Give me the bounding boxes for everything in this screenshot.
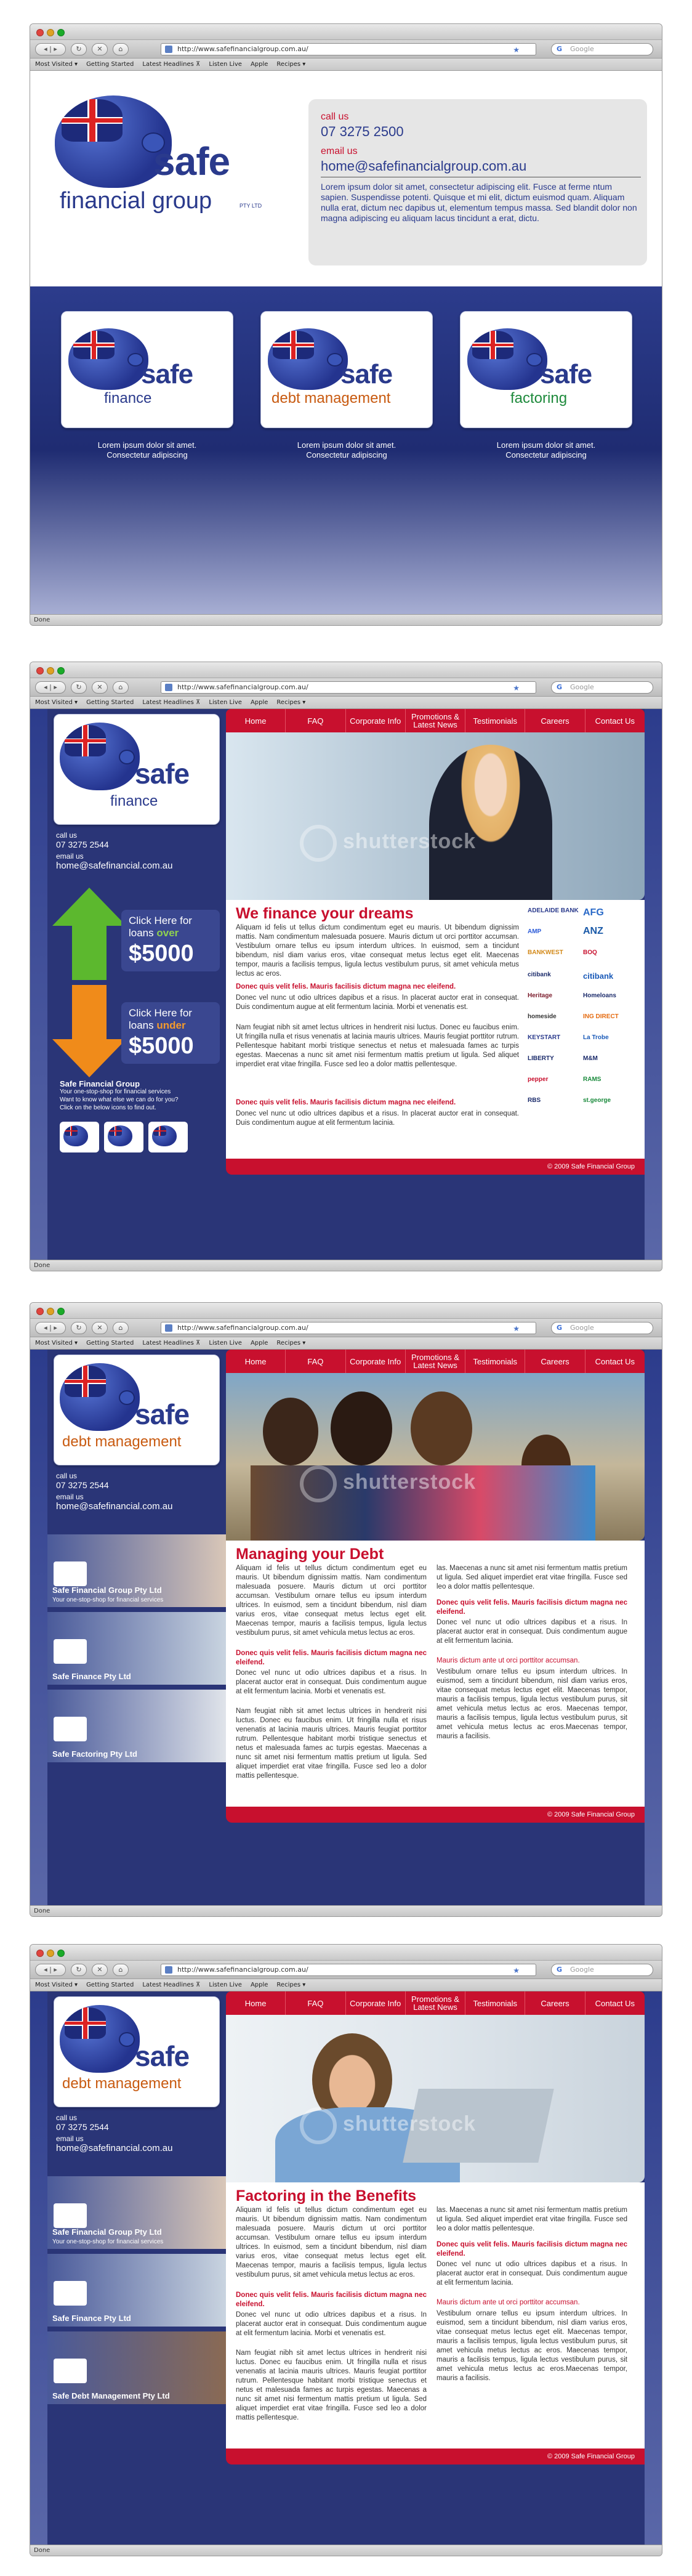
reload-button[interactable]: ↻ [71, 1964, 87, 1976]
thumb-safe-financial-group[interactable] [47, 2176, 226, 2249]
card-safe-text: safe [540, 359, 592, 389]
highlight-text: Donec quis velit felis. Mauris facilisis dictum magna nec eleifend. [437, 1599, 627, 1616]
email-label: email us [56, 1493, 84, 1501]
toolbar [30, 1961, 662, 1979]
close-button[interactable] [36, 1308, 44, 1315]
thumb-label: Safe Finance Pty Ltd [52, 1672, 131, 1681]
back-icon[interactable]: ◂ [44, 683, 47, 691]
page-title: Managing your Debt [236, 1545, 384, 1563]
status-bar: Done [30, 2545, 662, 2556]
home-icon: ⌂ [118, 1966, 123, 1974]
paragraph: Aliquam id felis ut tellus dictum condimentum eget eu mauris. Ut bibendum dignissim mattis. Nam condimentum malesuada posuere. Mauris dictum ut orci porttitor accumsan. Vestibulum ornare tellus eu ipsum interdum ultrices. In euismod, sem a tincidunt bibendum, nisl diam varius eros, vitae consequat metus lectus eget elit. Maecenas tempor, mauris a facilisis tempus, ligula lectus vestibulum purus, sit amet vehicula metus lectus ac eros. [236, 1565, 427, 1637]
phone-number: 07 3275 2544 [56, 1480, 109, 1490]
stop-button[interactable]: ✕ [92, 1964, 108, 1976]
loans-under-label [129, 1019, 186, 1032]
thumb-safe-debt-management[interactable] [47, 2331, 226, 2404]
bookmark-item[interactable]: Recipes ▾ [276, 1340, 306, 1347]
search-input[interactable] [551, 1322, 653, 1334]
page-content [30, 709, 662, 1260]
logo-debt-management-text: debt management [62, 1433, 182, 1450]
highlight-text: Mauris dictum ante ut orci porttitor accumsan. [437, 1657, 580, 1664]
bookmarks-bar [30, 1337, 662, 1350]
page-title: We finance your dreams [236, 905, 414, 922]
forward-icon[interactable]: ▸ [54, 45, 57, 53]
highlight-text: Mauris dictum ante ut orci porttitor accumsan. [437, 2299, 580, 2306]
card-safe-text: safe [141, 359, 193, 389]
stop-button[interactable]: ✕ [92, 43, 108, 55]
nav-careers[interactable]: Careers [525, 1991, 585, 2015]
minimize-button[interactable] [47, 1308, 54, 1315]
thumb-safe-finance[interactable] [47, 1612, 226, 1685]
paragraph: Aliquam id felis ut tellus dictum condimentum eget eu mauris. Ut bibendum dignissim mattis. Nam condimentum malesuada posuere. Mauris dictum ut orci porttitor accumsan. Vestibulum ornare tellus eu ipsum interdum ultrices. In euismod, sem a tincidunt bibendum, nisl diam varius eros, vitae consequat metus lectus eget elit. Maecenas tempor, mauris a facilisis tempus, ligula lectus vestibulum purus, sit amet vehicula metus lectus ac eros. [236, 2206, 427, 2278]
bookmark-item[interactable]: Listen Live [209, 1340, 242, 1347]
nav-careers[interactable]: Careers [525, 1350, 585, 1373]
loans-word: loans [129, 1019, 154, 1031]
reload-button[interactable]: ↻ [71, 43, 87, 55]
partner-logo[interactable]: AFG [583, 907, 604, 918]
highlight-text: Donec quis velit felis. Mauris facilisis dictum magna nec eleifend. [437, 2241, 627, 2258]
nav-promotions[interactable]: Promotions & Latest News [406, 709, 465, 732]
nav-faq[interactable]: FAQ [286, 1350, 345, 1373]
partner-logos [528, 907, 632, 1154]
brand-icon-group[interactable] [60, 1122, 99, 1152]
amount-under: $5000 [129, 1033, 194, 1059]
page-content [30, 1350, 662, 1905]
title-bar [30, 662, 662, 678]
address-bar[interactable] [161, 681, 536, 694]
partner-logo[interactable]: ANZ [583, 926, 603, 936]
back-icon[interactable]: ◂ [44, 45, 47, 53]
reload-button[interactable]: ↻ [71, 1322, 87, 1334]
logo-pty-text: PTY LTD [239, 203, 262, 209]
toolbar [30, 40, 662, 59]
partner-logo[interactable]: citibank [583, 971, 614, 981]
caption-line: Consectetur adipiscing [306, 450, 387, 460]
google-icon: G [557, 1324, 563, 1332]
hero-image [226, 1373, 645, 1541]
bookmark-item[interactable]: Listen Live [209, 699, 242, 706]
intro-text: Lorem ipsum dolor sit amet, consectetur adipiscing elit. Fusce at ferme ntum sapien. Suspendisse potenti. Quisque et mi elit, dictum euismod quam. Aliquam nulla erat, dictum nec dapibus ut, elementum tempus massa. Sed blandit dolor non magna adipiscing eu aliquam lacus tincidunt a erat, dictu. [321, 182, 637, 223]
main-nav [226, 709, 645, 732]
email-label: email us [56, 852, 84, 861]
reload-button[interactable]: ↻ [71, 681, 87, 694]
green-up-arrow-icon[interactable] [52, 888, 126, 980]
piggy-bank-logo-icon [60, 2005, 140, 2073]
close-button[interactable] [36, 667, 44, 674]
side-contact [47, 2113, 226, 2153]
browser-window-1 [30, 23, 662, 626]
minimize-button[interactable] [47, 1950, 54, 1957]
title-bar [30, 1303, 662, 1319]
forward-icon[interactable]: ▸ [54, 1324, 57, 1332]
caption-line: Consectetur adipiscing [505, 450, 587, 460]
email-link[interactable]: home@safefinancial.com.au [56, 2143, 173, 2153]
favicon-icon [165, 1324, 172, 1332]
forward-icon[interactable]: ▸ [54, 683, 57, 691]
brand-icon-finance[interactable] [104, 1122, 143, 1152]
phone-number: 07 3275 2544 [56, 840, 109, 849]
piggy-bank-logo-icon [60, 1363, 140, 1431]
thumb-sub: Your one-stop-shop for financial services [52, 2238, 164, 2245]
bookmark-item[interactable]: Most Visited ▾ [35, 1982, 78, 1988]
watermark: shutterstock [343, 1470, 477, 1494]
url-text: http://www.safefinancialgroup.com.au/ [177, 683, 308, 691]
address-bar[interactable] [161, 1964, 536, 1976]
brand-icon-debt[interactable] [148, 1122, 188, 1152]
safe-logo-icon [54, 1717, 87, 1741]
favicon-icon [165, 684, 172, 691]
search-placeholder: Google [570, 683, 594, 691]
search-placeholder: Google [570, 1966, 594, 1974]
thumb-label: Safe Factoring Pty Ltd [52, 1749, 137, 1759]
bookmark-item[interactable]: Apple [250, 699, 268, 706]
phone-number: 07 3275 2500 [321, 124, 404, 139]
bookmark-star-icon[interactable]: ★ [513, 46, 520, 54]
card-factoring-text: factoring [510, 390, 568, 407]
nav-home[interactable]: Home [226, 709, 286, 732]
url-text: http://www.safefinancialgroup.com.au/ [177, 1324, 308, 1332]
home-button[interactable] [113, 681, 129, 694]
nav-faq[interactable]: FAQ [286, 1991, 345, 2015]
thumb-label: Safe Debt Management Pty Ltd [52, 2391, 170, 2400]
partner-logo[interactable]: RBS [528, 1097, 541, 1104]
partner-logo[interactable]: homeside [528, 1013, 557, 1020]
paragraph: Donec vel nunc ut odio ultrices dapibus et a risus. In placerat auctor erat in consequat. Duis condimentum augue at elit fermentum lacinia. [437, 2261, 627, 2286]
paragraph: Donec vel nunc ut odio ultrices dapibus et a risus. In placerat auctor erat in consequat. Duis condimentum augue at elit fermentum lacinia. Morbi et venenatis est. [236, 994, 519, 1011]
bookmark-item[interactable]: Listen Live [209, 1982, 242, 1988]
nav-contact[interactable]: Contact Us [595, 1998, 635, 2008]
partner-logo[interactable]: ADELAIDE BANK [528, 907, 579, 914]
caption-line: Lorem ipsum dolor sit amet. [97, 440, 197, 450]
paragraph: Vestibulum ornare tellus eu ipsum interdum ultrices. In euismod, sem a tincidunt bibendum, nisl diam varius eros, vitae consequat metus lectus eget elit. Maecenas tempor, mauris a facilisis tempus, ligula lectus vestibulum purus, sit amet vehicula metus lectus ac eros. Maecenas tempor, mauris a facilisis tempus, ligula lectus vestibulum purus, sit amet vehicula metus lectus ac eros.Maecenas tempor, mauris a facilisis. [437, 1668, 627, 1740]
logo-safe-text: safe [153, 139, 230, 184]
status-bar: Done [30, 614, 662, 625]
over-word: over [156, 927, 179, 939]
logo-finance-text: finance [110, 793, 158, 809]
email-label: email us [56, 2134, 84, 2143]
favicon-icon [165, 1966, 172, 1974]
title-bar [30, 1945, 662, 1961]
paragraph: Vestibulum ornare tellus eu ipsum interdum ultrices. In euismod, sem a tincidunt bibendum, nisl diam varius eros, vitae consequat metus lectus eget elit. Maecenas tempor, mauris a facilisis tempus, ligula lectus vestibulum purus, sit amet vehicula metus lectus ac eros. Maecenas tempor, mauris a facilisis tempus, ligula lectus vestibulum purus, sit amet vehicula metus lectus ac eros.Maecenas tempor, mauris a facilisis. [437, 2310, 627, 2382]
minimize-button[interactable] [47, 667, 54, 674]
back-forward-buttons[interactable]: ◂ | ▸ [35, 43, 66, 55]
bookmark-item[interactable]: Recipes ▾ [276, 699, 306, 706]
nav-testimonials[interactable]: Testimonials [465, 709, 525, 732]
partner-logo[interactable]: BOQ [583, 949, 597, 956]
thumb-label: Safe Financial Group Pty Ltd [52, 1586, 162, 1595]
back-forward-buttons[interactable]: ◂ | ▸ [35, 1964, 66, 1976]
orange-down-arrow-icon[interactable] [52, 985, 126, 1077]
browser-window-4 [30, 1944, 662, 2556]
highlight-text: Donec quis velit felis. Mauris facilisis dictum magna nec eleifend. [236, 983, 456, 990]
group-info [47, 1080, 226, 1112]
search-input[interactable] [551, 681, 653, 694]
group-name: Safe Financial Group [60, 1079, 140, 1088]
nav-testimonials[interactable]: Testimonials [465, 1991, 525, 2015]
piggy-bank-logo-icon [60, 723, 140, 790]
email-link[interactable]: home@safefinancialgroup.com.au [321, 158, 527, 174]
partner-logo[interactable]: Homeloans [583, 992, 616, 999]
bookmark-item[interactable]: Apple [250, 61, 268, 68]
safe-logo-icon [54, 1639, 87, 1664]
bookmark-star-icon[interactable]: ★ [513, 1966, 520, 1975]
back-icon[interactable]: ◂ [44, 1966, 47, 1974]
nav-promotions[interactable]: Promotions & Latest News [406, 1991, 465, 2015]
status-bar: Done [30, 1905, 662, 1916]
zoom-button[interactable] [57, 667, 65, 674]
bookmark-star-icon[interactable]: ★ [513, 1324, 520, 1333]
hero-image [226, 732, 645, 900]
logo-safe-text: safe [135, 1398, 190, 1430]
partner-logo[interactable]: La Trobe [583, 1034, 609, 1041]
url-text: http://www.safefinancialgroup.com.au/ [177, 45, 308, 53]
footer: © 2009 Safe Financial Group [226, 1807, 645, 1823]
piggy-bank-icon [268, 328, 348, 390]
bookmark-item[interactable]: Most Visited ▾ [35, 61, 78, 68]
forward-icon[interactable]: ▸ [54, 1966, 57, 1974]
bookmark-item[interactable]: Recipes ▾ [276, 61, 306, 68]
logo-safe-text: safe [135, 758, 190, 790]
page-content [30, 1991, 662, 2545]
browser-window-3 [30, 1302, 662, 1917]
highlight-text: Donec quis velit felis. Mauris facilisis dictum magna nec eleifend. [236, 1099, 456, 1106]
click-here-label: Click Here for [129, 915, 192, 926]
logo-safe-text: safe [135, 2040, 190, 2072]
card-finance-text: finance [104, 390, 152, 407]
safe-logo-icon [54, 1561, 87, 1586]
group-desc: Want to know what else we can do for you? [60, 1096, 179, 1103]
under-word: under [156, 1019, 186, 1031]
safe-logo-icon [54, 2281, 87, 2306]
bookmarks-bar [30, 59, 662, 71]
email-link[interactable]: home@safefinancial.com.au [56, 861, 173, 871]
bookmarks-bar [30, 1979, 662, 1991]
partner-logo[interactable]: M&M [583, 1055, 598, 1062]
bookmark-item[interactable]: Getting Started [86, 61, 134, 68]
partner-logo[interactable]: ING DIRECT [583, 1013, 619, 1020]
paragraph: Nam feugiat nibh sit amet lectus ultrices in hendrerit nisi luctus. Donec eu faucibus enim. Ut fringilla nulla et risus venenatis at lacinia mauris ultrices. Mauris feugiat porttitor rutrum. Pellentesque habitant morbi tristique senectus et netus et malesuada fames ac turpis egestas. Maecenas a nunc sit amet nisi fermentum mattis pretium ut ligula. Sed aliquet imperdiet erat vitae fringilla. Fusce sed leo a dolor mattis pellentesque. [236, 2349, 427, 2421]
paragraph: Donec vel nunc ut odio ultrices dapibus et a risus. In placerat auctor erat in consequat. Duis condimentum augue at elit fermentum lacinia. [437, 1619, 627, 1645]
side-contact [47, 1472, 226, 1511]
search-input[interactable] [551, 1964, 653, 1976]
url-text: http://www.safefinancialgroup.com.au/ [177, 1966, 308, 1974]
nav-contact[interactable]: Contact Us [595, 716, 635, 726]
bookmark-item[interactable]: Latest Headlines ⊼ [142, 1340, 201, 1347]
google-icon: G [557, 1966, 563, 1974]
paragraph: Nam feugiat nibh sit amet lectus ultrices in hendrerit nisi luctus. Donec eu faucibus enim. Ut fringilla nulla et risus venenatis at lacinia mauris ultrices. Mauris feugiat porttitor rutrum. Pellentesque habitant morbi tristique senectus et netus et malesuada fames ac turpis egestas. Maecenas a nunc sit amet nisi fermentum mattis pretium ut ligula. Sed aliquet imperdiet erat vitae fringilla. Fusce sed leo a dolor mattis pellentesque. [236, 1707, 427, 1780]
side-contact [47, 831, 226, 870]
card-caption [460, 440, 632, 460]
loans-word: loans [129, 927, 154, 939]
caption-line: Lorem ipsum dolor sit amet. [297, 440, 396, 450]
card-caption [61, 440, 233, 460]
partner-logo[interactable]: LIBERTY [528, 1055, 554, 1062]
card-caption [260, 440, 433, 460]
paragraph: Aliquam id felis ut tellus dictum condimentum eget eu mauris. Ut bibendum dignissim mattis. Nam condimentum malesuada posuere. Mauris dictum ut orci porttitor accumsan. Vestibulum ornare tellus eu ipsum interdum ultrices. In euismod, sem a tincidunt bibendum, nisl diam varius eros, vitae consequat metus lectus eget elit. Maecenas tempor, mauris a facilisis tempus, ligula lectus vestibulum purus, sit amet vehicula metus lectus ac eros. [236, 924, 519, 978]
bookmark-item[interactable]: Getting Started [86, 699, 134, 706]
back-forward-buttons[interactable]: ◂ | ▸ [35, 1322, 66, 1334]
bookmark-item[interactable]: Getting Started [86, 1982, 134, 1988]
group-desc: Your one-stop-shop for financial services [60, 1088, 171, 1095]
call-label: call us [56, 2113, 78, 2122]
nav-promotions[interactable]: Promotions & Latest News [406, 1350, 465, 1373]
page-title: Factoring in the Benefits [236, 2187, 417, 2205]
logo-debt-management-text: debt management [62, 2075, 182, 2092]
home-button[interactable] [113, 1964, 129, 1976]
title-bar [30, 24, 662, 40]
thumb-sub: Your one-stop-shop for financial services [52, 1597, 164, 1603]
caption-line: Consectetur adipiscing [107, 450, 188, 460]
status-bar: Done [30, 1260, 662, 1271]
loans-over-label [129, 927, 179, 939]
bookmark-item[interactable]: Listen Live [209, 61, 242, 68]
search-placeholder: Google [570, 45, 594, 53]
amount-over: $5000 [129, 941, 194, 966]
bookmark-item[interactable]: Latest Headlines ⊼ [142, 61, 201, 68]
paragraph: las. Maecenas a nunc sit amet nisi fermentum mattis pretium ut ligula. Sed aliquet imperdiet erat vitae fringilla. Fusce sed leo a dolor mattis pellentesque. [437, 2206, 627, 2232]
stop-button[interactable]: ✕ [92, 681, 108, 694]
piggy-icon [108, 1125, 132, 1146]
watermark: shutterstock [343, 2112, 477, 2136]
google-icon: G [557, 683, 563, 691]
phone-number: 07 3275 2544 [56, 2122, 109, 2132]
back-icon[interactable]: ◂ [44, 1324, 47, 1332]
nav-faq[interactable]: FAQ [286, 709, 345, 732]
piggy-bank-icon [68, 328, 148, 390]
partner-logo[interactable]: AMP [528, 928, 542, 935]
page-content [30, 71, 662, 614]
toolbar [30, 1319, 662, 1337]
partner-logo[interactable]: RAMS [583, 1076, 601, 1083]
paragraph: las. Maecenas a nunc sit amet nisi fermentum mattis pretium ut ligula. Sed aliquet imperdiet erat vitae fringilla. Fusce sed leo a dolor mattis pellentesque. [437, 1565, 627, 1590]
footer: © 2009 Safe Financial Group [226, 2448, 645, 2465]
card-safe-text: safe [340, 359, 393, 389]
footer: © 2009 Safe Financial Group [226, 1159, 645, 1175]
bookmark-item[interactable]: Getting Started [86, 1340, 134, 1347]
email-link[interactable]: home@safefinancial.com.au [56, 1501, 173, 1512]
close-button[interactable] [36, 1950, 44, 1957]
address-bar[interactable] [161, 1322, 536, 1334]
partner-logo[interactable]: citibank [528, 971, 551, 978]
address-bar[interactable] [161, 43, 536, 55]
piggy-bank-icon [467, 328, 547, 390]
paragraph: Donec vel nunc ut odio ultrices dapibus et a risus. In placerat auctor erat in consequat. Duis condimentum augue at elit fermentum lacinia. Morbi et venenatis est. [236, 2311, 427, 2337]
search-placeholder: Google [570, 1324, 594, 1332]
safe-logo-icon [54, 2203, 87, 2228]
safe-logo-icon [54, 2359, 87, 2383]
home-icon: ⌂ [118, 1324, 123, 1332]
back-forward-buttons[interactable]: ◂ | ▸ [35, 681, 66, 694]
paragraph: Donec vel nunc ut odio ultrices dapibus et a risus. In placerat auctor erat in consequat. Duis condimentum augue at elit fermentum lacinia. [236, 1110, 519, 1127]
home-icon: ⌂ [118, 45, 123, 53]
thumb-safe-factoring[interactable] [47, 1690, 226, 1762]
toolbar [30, 678, 662, 697]
thumb-label: Safe Financial Group Pty Ltd [52, 2227, 162, 2237]
bookmark-item[interactable]: Most Visited ▾ [35, 699, 78, 706]
partner-logo[interactable]: pepper [528, 1076, 549, 1083]
bookmarks-bar [30, 697, 662, 709]
email-label: email us [321, 146, 358, 156]
minimize-button[interactable] [47, 29, 54, 36]
hero-image [226, 2015, 645, 2182]
highlight-text: Donec quis velit felis. Mauris facilisis dictum magna nec eleifend. [236, 2291, 427, 2308]
nav-home[interactable]: Home [226, 1991, 286, 2015]
home-button[interactable] [113, 1322, 129, 1334]
nav-careers[interactable]: Careers [525, 709, 585, 732]
stop-button[interactable]: ✕ [92, 1322, 108, 1334]
group-desc: Click on the below icons to find out. [60, 1104, 156, 1111]
zoom-button[interactable] [57, 1950, 65, 1957]
close-button[interactable] [36, 29, 44, 36]
caption-line: Lorem ipsum dolor sit amet. [496, 440, 596, 450]
partner-logo[interactable]: KEYSTART [528, 1034, 561, 1041]
home-icon: ⌂ [118, 683, 123, 691]
highlight-text: Donec quis velit felis. Mauris facilisis dictum magna nec eleifend. [236, 1650, 427, 1666]
partner-logo[interactable]: Heritage [528, 992, 553, 999]
logo-financial-group-text: financial group [60, 188, 212, 214]
thumb-safe-finance[interactable] [47, 2254, 226, 2327]
card-debt-management-text: debt management [272, 390, 391, 407]
thumb-label: Safe Finance Pty Ltd [52, 2314, 131, 2323]
piggy-icon [63, 1125, 88, 1146]
bookmark-item[interactable]: Most Visited ▾ [35, 1340, 78, 1347]
browser-window-2 [30, 662, 662, 1271]
nav-corporate-info[interactable]: Corporate Info [346, 1350, 406, 1373]
thumb-safe-financial-group[interactable] [47, 1534, 226, 1607]
piggy-icon [152, 1125, 177, 1146]
call-label: call us [321, 111, 349, 122]
home-button[interactable] [113, 43, 129, 55]
watermark: shutterstock [343, 830, 477, 853]
paragraph: Nam feugiat nibh sit amet lectus ultrices in hendrerit nisi luctus. Donec eu faucibus enim. Ut fringilla nulla et risus venenatis at lacinia mauris ultrices. Mauris feugiat porttitor rutrum. Pellentesque habitant morbi tristique senectus et netus et malesuada fames ac turpis egestas. Maecenas a nunc sit amet nisi fermentum mattis pretium ut ligula. Sed aliquet imperdiet erat vitae fringilla. Fusce sed leo a dolor mattis pellentesque. [236, 1024, 519, 1068]
zoom-button[interactable] [57, 1308, 65, 1315]
partner-logo[interactable]: BANKWEST [528, 949, 563, 956]
bookmark-item[interactable]: Apple [250, 1982, 268, 1988]
search-input[interactable] [551, 43, 653, 55]
bookmark-star-icon[interactable]: ★ [513, 684, 520, 692]
zoom-button[interactable] [57, 29, 65, 36]
nav-testimonials[interactable]: Testimonials [465, 1350, 525, 1373]
main-nav [226, 1350, 645, 1373]
nav-corporate-info[interactable]: Corporate Info [346, 709, 406, 732]
bookmark-item[interactable]: Latest Headlines ⊼ [142, 1982, 201, 1988]
bookmark-item[interactable]: Recipes ▾ [276, 1982, 306, 1988]
google-icon: G [557, 45, 563, 53]
nav-corporate-info[interactable]: Corporate Info [346, 1991, 406, 2015]
call-label: call us [56, 831, 78, 840]
paragraph: Donec vel nunc ut odio ultrices dapibus et a risus. In placerat auctor erat in consequat. Duis condimentum augue at elit fermentum lacinia. Morbi et venenatis est. [236, 1669, 427, 1695]
favicon-icon [165, 46, 172, 53]
nav-home[interactable]: Home [226, 1350, 286, 1373]
nav-contact[interactable]: Contact Us [595, 1356, 635, 1366]
bookmark-item[interactable]: Apple [250, 1340, 268, 1347]
partner-logo[interactable]: st.george [583, 1097, 611, 1104]
bookmark-item[interactable]: Latest Headlines ⊼ [142, 699, 201, 706]
main-nav [226, 1991, 645, 2015]
click-here-label: Click Here for [129, 1007, 192, 1019]
call-label: call us [56, 1472, 78, 1480]
